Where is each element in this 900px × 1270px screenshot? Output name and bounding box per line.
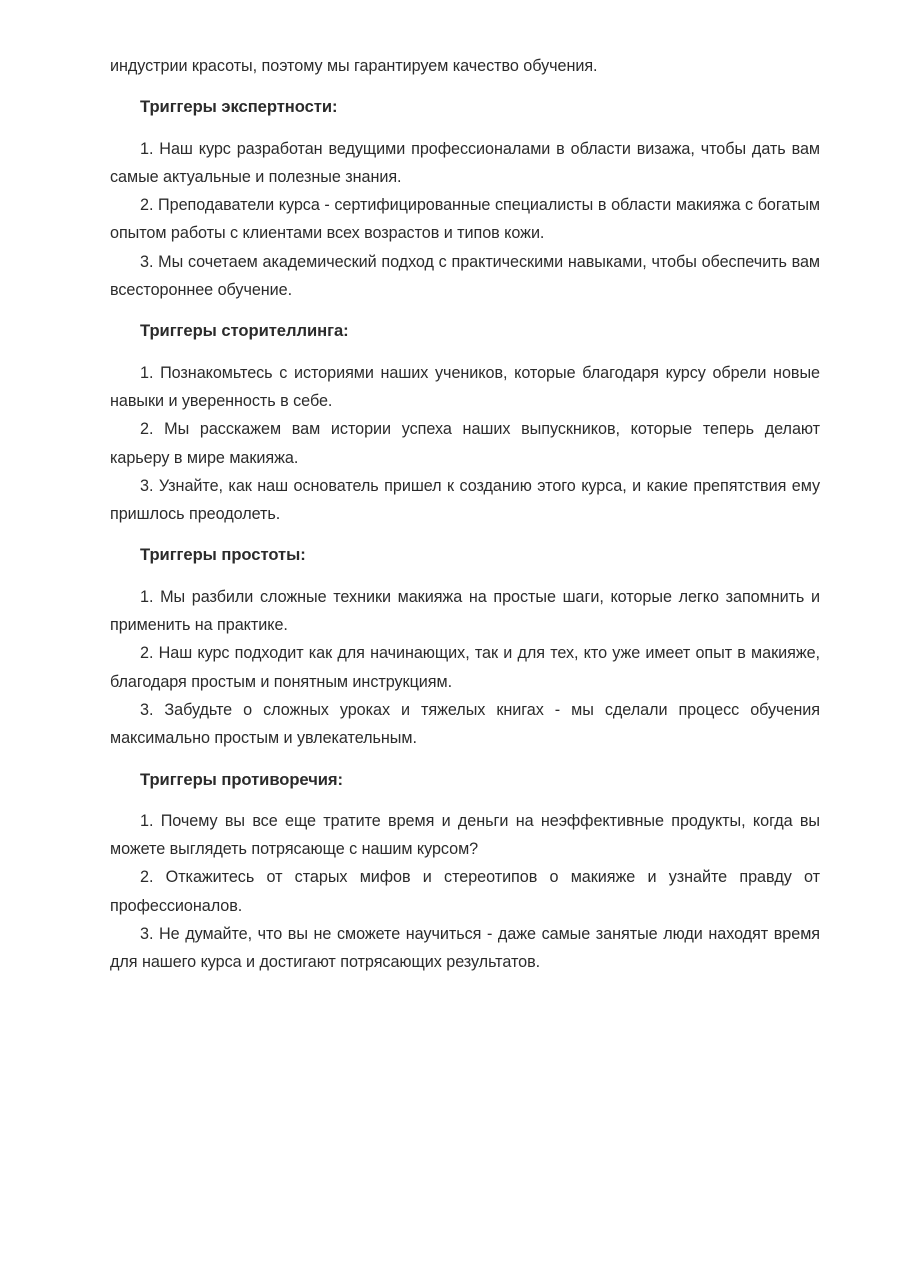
- section-heading-expertise: Триггеры экспертности:: [140, 97, 338, 117]
- list-item: 3. Забудьте о сложных уроках и тяжелых книгах - мы сделали процесс обучения максимально простым и увлекательным.: [110, 700, 820, 748]
- intro-paragraph: индустрии красоты, поэтому мы гарантируем качество обучения.: [110, 57, 598, 75]
- list-item: 3. Не думайте, что вы не сможете научиться - даже самые занятые люди находят время для нашего курса и достигают потрясающих результатов.: [110, 925, 820, 972]
- section-heading-simplicity: Триггеры простоты:: [140, 545, 306, 565]
- list-item: 3. Мы сочетаем академический подход с практическими навыками, чтобы обеспечить вам всестороннее обучение.: [110, 252, 820, 300]
- list-item: 1. Почему вы все еще тратите время и деньги на неэффективные продукты, когда вы можете выглядеть потрясающе с нашим курсом?: [110, 811, 820, 859]
- section-heading-contradiction: Триггеры противоречия:: [140, 769, 344, 789]
- section-spacer: [110, 122, 820, 135]
- document-body: [110, 52, 820, 977]
- section-heading-storytelling: Триггеры сторителлинга:: [140, 321, 349, 341]
- list-item: 2. Преподаватели курса - сертифицированные специалисты в области макияжа с богатым опытом работы с клиентами всех возрастов и типов кожи.: [110, 196, 820, 243]
- section-spacer: [110, 304, 820, 317]
- list-item: 2. Мы расскажем вам истории успеха наших выпускников, которые теперь делают карьеру в мире макияжа.: [110, 420, 820, 467]
- section-spacer: [110, 528, 820, 541]
- section-spacer: [110, 794, 820, 807]
- section-spacer: [110, 753, 820, 766]
- list-item: 2. Наш курс подходит как для начинающих, так и для тех, кто уже имеет опыт в макияже, благодаря простым и понятным инструкциям.: [110, 644, 820, 691]
- list-item: 1. Наш курс разработан ведущими профессионалами в области визажа, чтобы дать вам самые актуальные и полезные знания.: [110, 139, 820, 186]
- section-spacer: [110, 80, 820, 93]
- section-spacer: [110, 346, 820, 359]
- list-item: 3. Узнайте, как наш основатель пришел к созданию этого курса, и какие препятствия ему пришлось преодолеть.: [110, 476, 820, 524]
- section-spacer: [110, 570, 820, 583]
- list-item: 1. Мы разбили сложные техники макияжа на простые шаги, которые легко запомнить и применить на практике.: [110, 587, 820, 635]
- list-item: 1. Познакомьтесь с историями наших учеников, которые благодаря курсу обрели новые навыки и уверенность в себе.: [110, 363, 820, 410]
- list-item: 2. Откажитесь от старых мифов и стереотипов о макияже и узнайте правду от профессионалов.: [110, 868, 820, 915]
